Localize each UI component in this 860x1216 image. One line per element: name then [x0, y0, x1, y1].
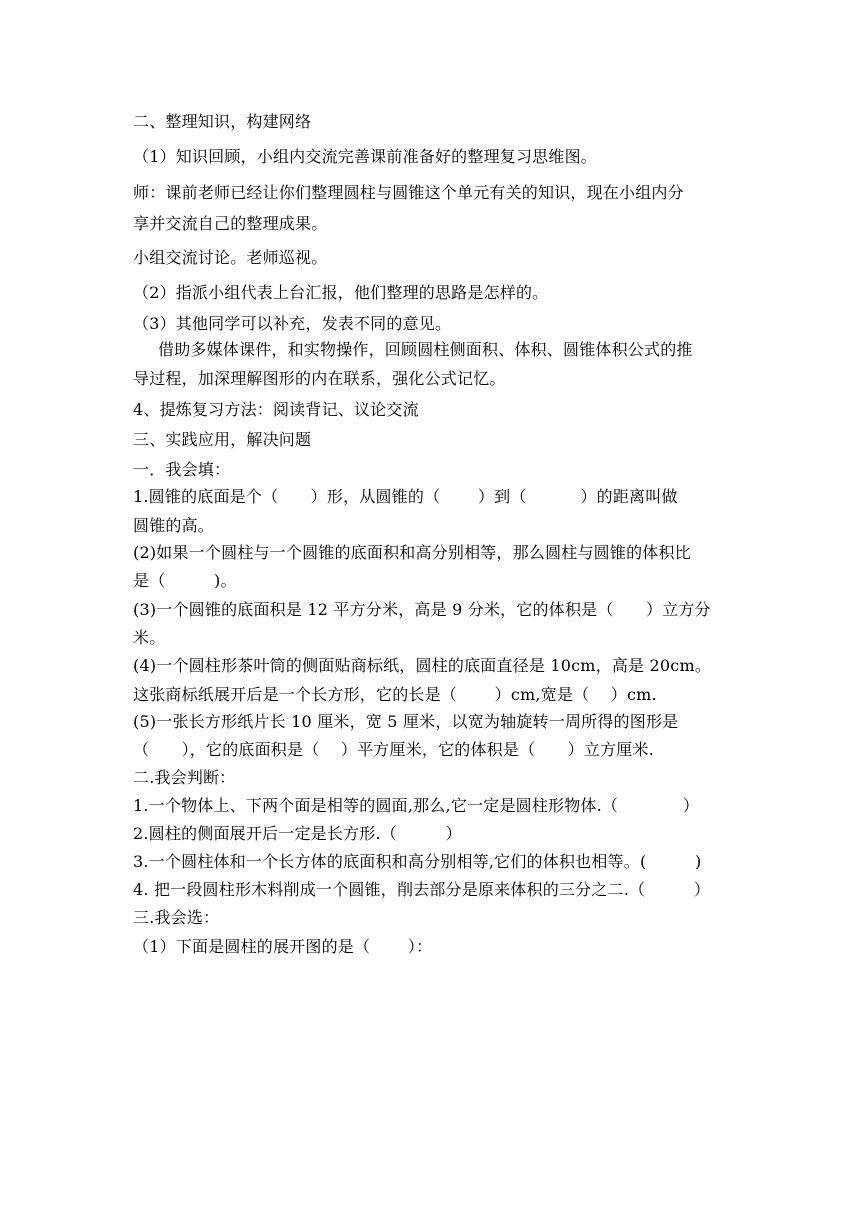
paragraph-group-discussion: 小组交流讨论。老师巡视。 — [133, 248, 328, 267]
subsection-judge: 二.我会判断： — [133, 768, 236, 787]
question-fill-2-line-1: (2)如果一个圆柱与一个圆锥的底面积和高分别相等，那么圆柱与圆锥的体积比 — [133, 543, 691, 562]
paragraph-supplement: （3）其他同学可以补充，发表不同的意见。 — [133, 314, 452, 333]
subsection-fill-in: 一．我会填： — [133, 460, 231, 479]
question-fill-3-line-2: 米。 — [133, 628, 166, 647]
question-judge-2: 2.圆柱的侧面展开后一定是长方形.（ ） — [133, 824, 462, 843]
question-judge-3: 3.一个圆柱体和一个长方体的底面积和高分别相等,它们的体积也相等。( ) — [133, 852, 702, 871]
paragraph-teacher-line-2: 享并交流自己的整理成果。 — [133, 214, 328, 233]
paragraph-multimedia-line-2: 导过程，加深理解图形的内在联系，强化公式记忆。 — [133, 369, 506, 388]
section-heading-3: 三、实践应用，解决问题 — [133, 430, 312, 449]
question-fill-2-line-2: 是（ )。 — [133, 571, 237, 590]
question-fill-5-line-2: （ ），它的底面积是（ ）平方厘米，它的体积是（ ）立方厘米. — [133, 740, 654, 759]
subsection-choose: 三.我会选： — [133, 908, 220, 927]
question-fill-3-line-1: (3)一个圆锥的底面积是 12 平方分米，高是 9 分米，它的体积是（ ）立方分 — [133, 600, 711, 619]
question-fill-1-line-1: 1.圆锥的底面是个（ ）形，从圆锥的（ ）到（ ）的距离叫做 — [133, 487, 678, 506]
paragraph-multimedia-line-1: 借助多媒体课件，和实物操作，回顾圆柱侧面积、体积、圆锥体积公式的推 — [158, 340, 693, 359]
question-fill-5-line-1: (5)一张长方形纸片长 10 厘米，宽 5 厘米，以宽为轴旋转一周所得的图形是 — [133, 712, 679, 731]
paragraph-knowledge-review: （1）知识回顾，小组内交流完善课前准备好的整理复习思维图。 — [133, 147, 597, 166]
section-heading-2: 二、整理知识，构建网络 — [133, 112, 312, 131]
question-fill-4-line-2: 这张商标纸展开后是一个长方形，它的长是（ ）cm,宽是（ ）cm. — [133, 685, 657, 704]
paragraph-group-report: （2）指派小组代表上台汇报，他们整理的思路是怎样的。 — [133, 283, 549, 302]
question-judge-1: 1.一个物体上、下两个面是相等的圆面,那么,它一定是圆柱形物体.（ ） — [133, 796, 700, 815]
question-fill-4-line-1: (4)一个圆柱形茶叶筒的侧面贴商标纸，圆柱的底面直径是 10cm，高是 20cm。 — [133, 656, 712, 675]
paragraph-review-method: 4、提炼复习方法：阅读背记、议论交流 — [133, 400, 419, 419]
paragraph-teacher-line-1: 师：课前老师已经让你们整理圆柱与圆锥这个单元有关的知识，现在小组内分 — [133, 183, 684, 202]
question-choose-1: （1）下面是圆柱的展开图的是（ ）： — [133, 937, 433, 956]
question-fill-1-line-2: 圆锥的高。 — [133, 516, 215, 535]
question-judge-4: 4. 把一段圆柱形木料削成一个圆锥，削去部分是原来体积的三分之二.（ ） — [133, 880, 711, 899]
